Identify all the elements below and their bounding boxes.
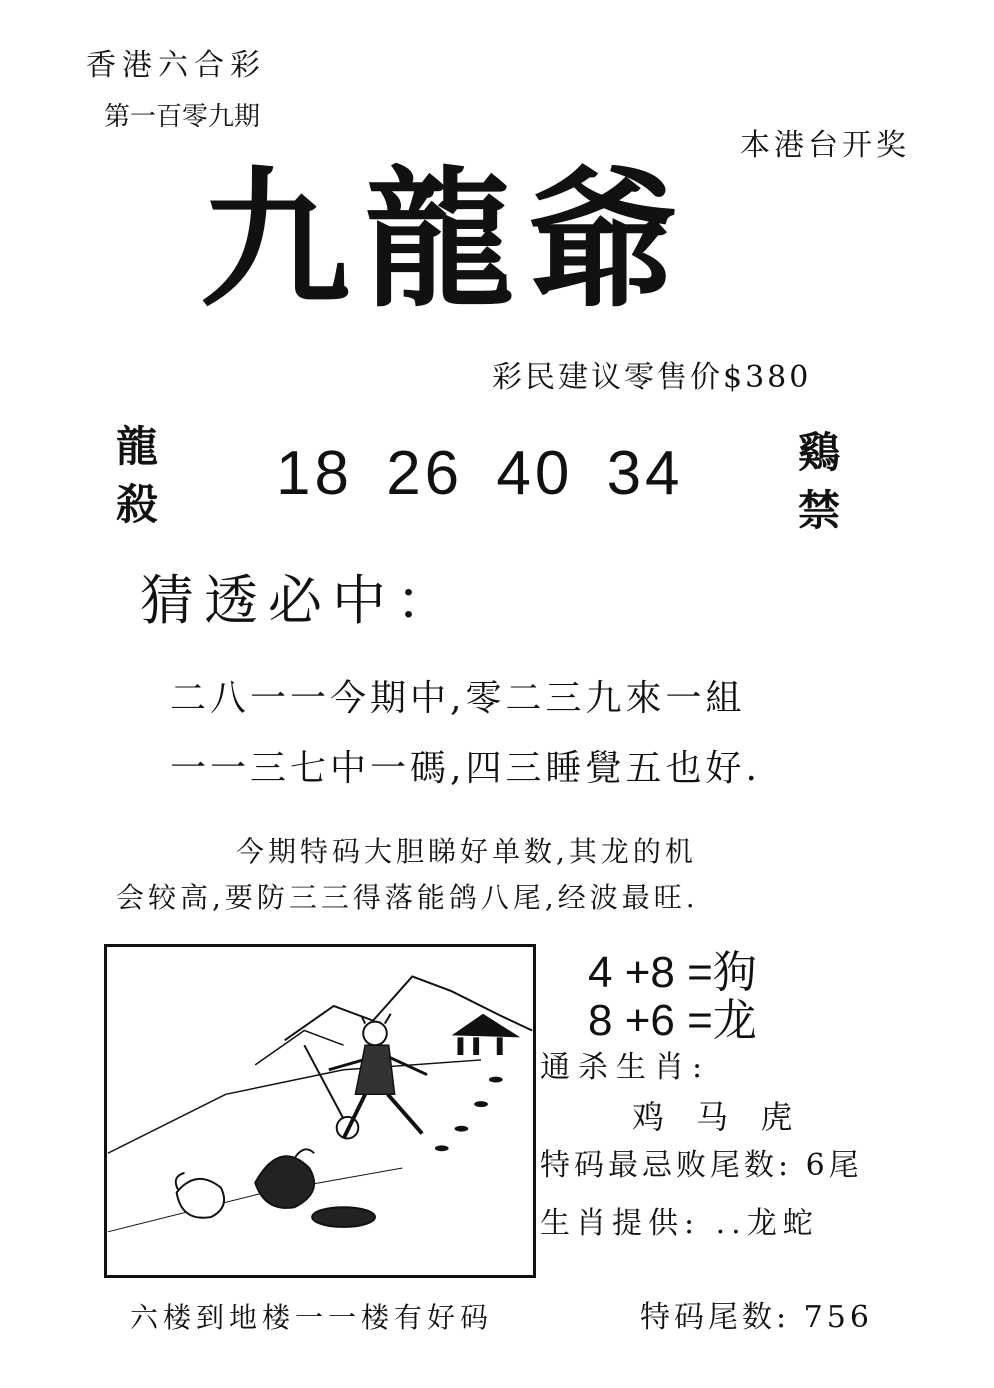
kill-zodiacs: 鸡 马 虎 [632, 1098, 795, 1136]
chicken-ban-label [798, 424, 858, 540]
poem-line: 二八一一今期中,零二三九來一組 [170, 678, 746, 719]
kill-zodiac-label: 通杀生肖: [540, 1050, 711, 1085]
lottery-name: 香港六合彩 [86, 48, 266, 83]
analysis-line: 今期特码大胆睇好单数,其龙的机 [236, 835, 697, 868]
right-label-char: 鷄 [798, 428, 841, 477]
farmer-with-chickens-illustration [104, 944, 536, 1278]
analysis-line: 会较高,要防三三得落能鸽八尾,经波最旺. [116, 881, 699, 914]
tail-digits: 特码尾数: 756 [640, 1300, 873, 1335]
formula: 4 +8 =狗 [588, 948, 757, 997]
floor-tip: 六楼到地楼一一楼有好码 [130, 1301, 494, 1334]
zodiac-provide: 生肖提供: ..龙蛇 [540, 1206, 819, 1241]
poem-line: 一一三七中一碼,四三睡覺五也好. [170, 748, 761, 789]
dragon-kill-label [116, 418, 176, 534]
right-label-char: 禁 [798, 486, 841, 535]
broadcast-note: 本港台开奖 [740, 128, 910, 163]
lucky-numbers: 18 26 40 34 [276, 439, 684, 508]
main-title: 九龍爺 [200, 152, 693, 328]
left-label-char: 殺 [116, 480, 159, 529]
left-label-char: 龍 [116, 422, 159, 471]
guess-title: 猜透必中： [140, 569, 460, 632]
tail-avoid: 特码最忌败尾数: 6尾 [540, 1148, 863, 1183]
formula: 8 +6 =龙 [588, 996, 757, 1045]
retail-price: 彩民建议零售价$380 [492, 360, 812, 395]
issue-number: 第一百零九期 [104, 102, 261, 132]
